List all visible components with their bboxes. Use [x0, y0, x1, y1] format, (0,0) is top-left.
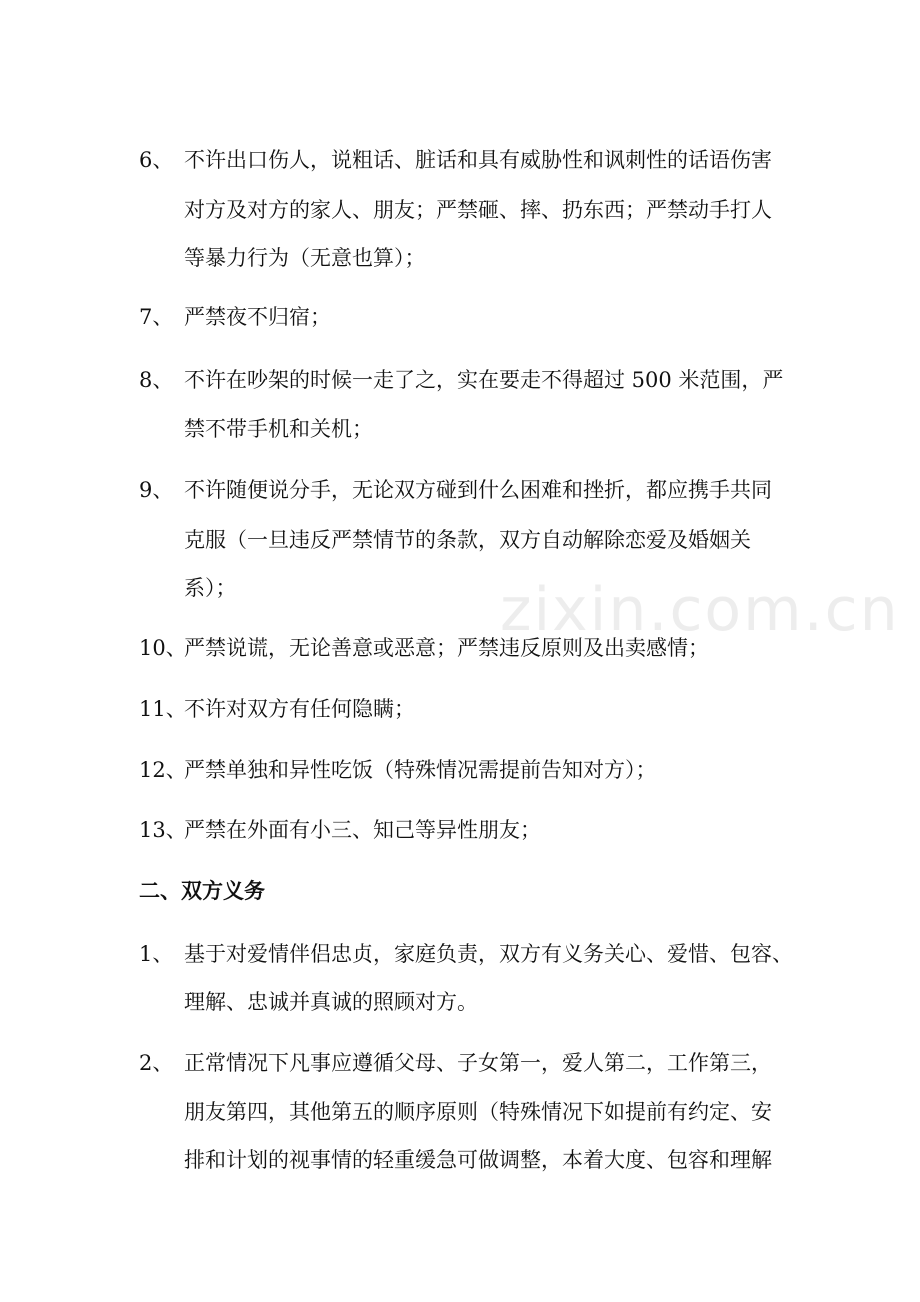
list-item-line: 严禁夜不归宿；	[184, 305, 331, 329]
list-item-number: 13、	[139, 818, 187, 842]
list-item-line: 不许在吵架的时候一走了之，实在要走不得超过 500 米范围，严	[184, 368, 784, 392]
list-item-line: 理解、忠诚并真诚的照顾对方。	[184, 990, 478, 1014]
list-item-line: 等暴力行为（无意也算）；	[184, 246, 426, 270]
list-item-line: 禁不带手机和关机；	[184, 417, 373, 441]
list-item-number: 10、	[139, 636, 187, 660]
list-item-line: 朋友第四，其他第五的顺序原则（特殊情况下如提前有约定、安	[184, 1100, 772, 1124]
list-item-number: 7、	[139, 305, 174, 329]
list-item-number: 11、	[139, 697, 187, 721]
list-item-number: 8、	[139, 368, 174, 392]
list-item-number: 6、	[139, 148, 174, 172]
list-item-line: 不许对双方有任何隐瞒；	[184, 697, 415, 721]
list-item-line: 基于对爱情伴侣忠贞，家庭负责，双方有义务关心、爱惜、包容、	[184, 942, 793, 966]
list-item-line: 正常情况下凡事应遵循父母、子女第一，爱人第二，工作第三，	[184, 1051, 772, 1075]
section-heading: 二、双方义务	[139, 878, 265, 903]
list-item-number: 9、	[139, 478, 174, 502]
list-item-line: 克服（一旦违反严禁情节的条款，双方自动解除恋爱及婚姻关	[184, 528, 751, 552]
list-item-line: 不许随便说分手，无论双方碰到什么困难和挫折，都应携手共同	[184, 478, 772, 502]
list-item-number: 12、	[139, 758, 187, 782]
watermark: zixin.com.cn	[500, 575, 900, 645]
list-item-line: 严禁单独和异性吃饭（特殊情况需提前告知对方）；	[184, 758, 657, 782]
list-item-line: 系）；	[184, 576, 237, 600]
list-item-number: 2、	[139, 1051, 174, 1075]
list-item-number: 1、	[139, 942, 174, 966]
list-item-line: 严禁说谎，无论善意或恶意；严禁违反原则及出卖感情；	[184, 636, 709, 660]
list-item-line: 严禁在外面有小三、知己等异性朋友；	[184, 818, 541, 842]
list-item-line: 排和计划的视事情的轻重缓急可做调整，本着大度、包容和理解	[184, 1148, 772, 1172]
list-item-line: 不许出口伤人，说粗话、脏话和具有威胁性和讽刺性的话语伤害	[184, 148, 772, 172]
list-item-line: 对方及对方的家人、朋友；严禁砸、摔、扔东西；严禁动手打人	[184, 198, 772, 222]
